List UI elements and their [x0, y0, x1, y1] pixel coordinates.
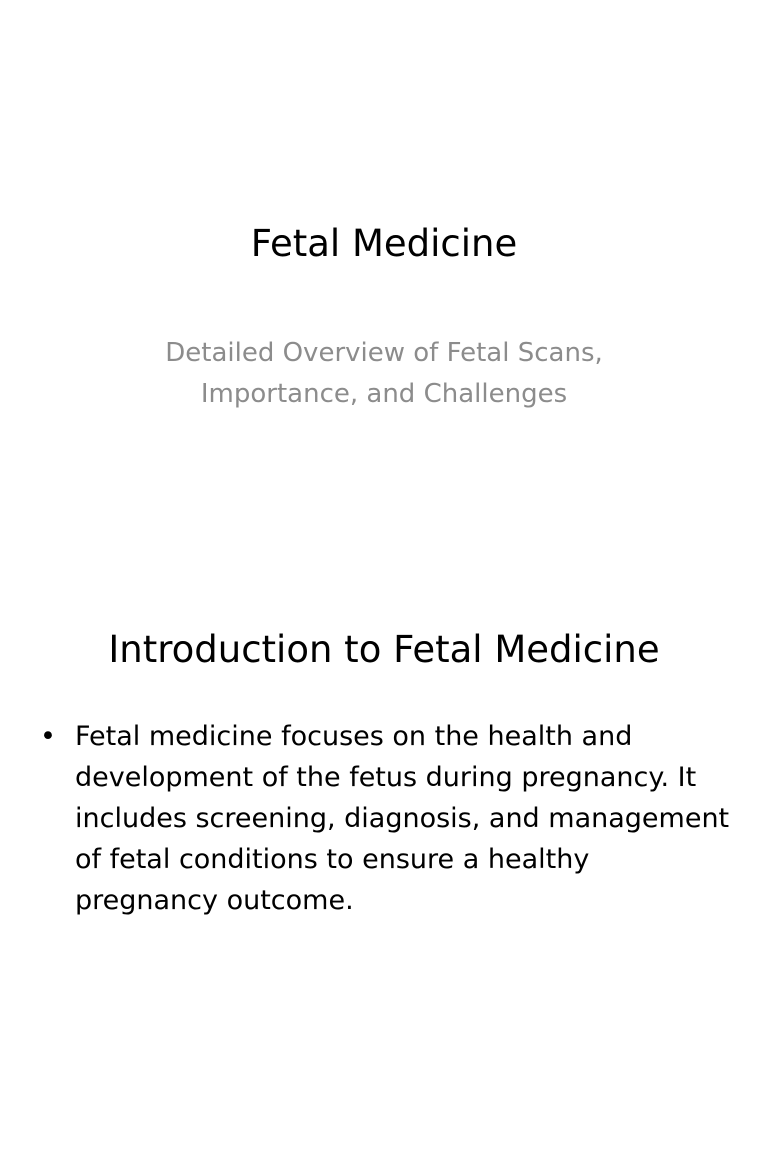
bullet-text: Fetal medicine focuses on the health and development of the fetus during pregnancy. It includes screening, diagnosis, and management of fetal conditions to ensure a healthy pregnancy outcome.	[75, 721, 730, 916]
bullet-list	[40, 716, 730, 921]
presentation-title: Fetal Medicine	[250, 222, 518, 265]
bullet-item	[40, 716, 730, 921]
slide-title: Introduction to Fetal Medicine	[108, 628, 660, 671]
content-slide	[0, 576, 768, 1152]
bullet-icon: •	[40, 721, 56, 752]
presentation-subtitle	[100, 333, 668, 415]
subtitle-line-1: Detailed Overview of Fetal Scans,	[165, 338, 603, 368]
subtitle-line-2: Importance, and Challenges	[200, 379, 568, 409]
